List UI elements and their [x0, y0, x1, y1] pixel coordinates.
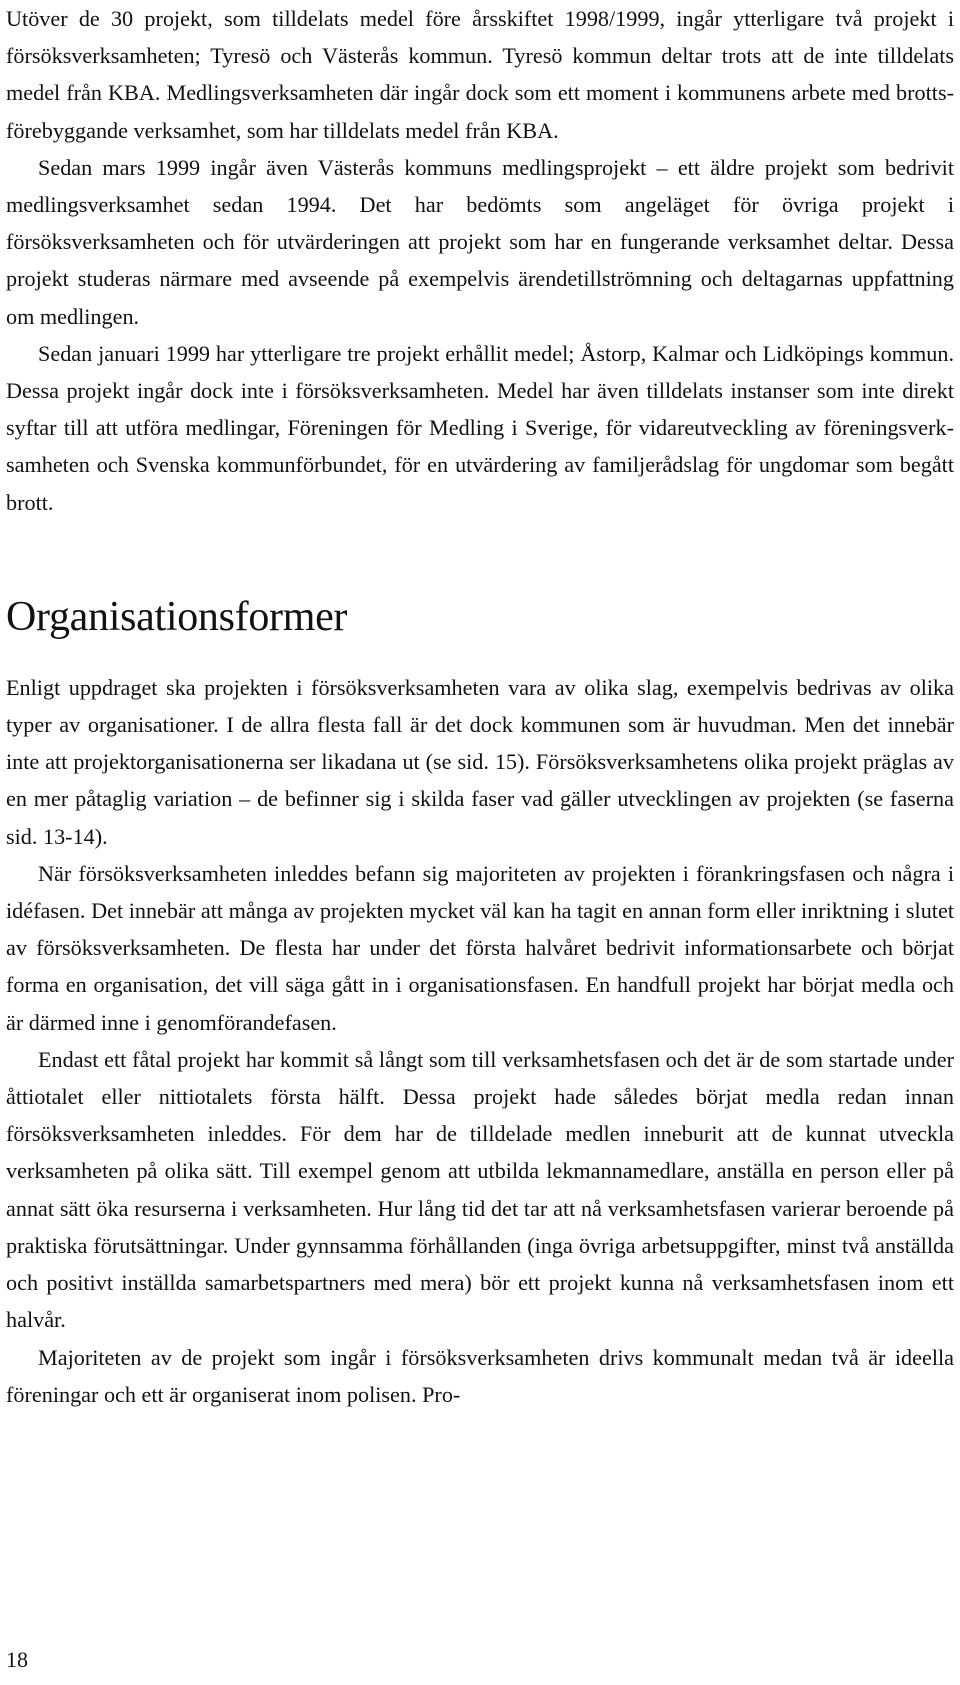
page-number: 18 — [6, 1647, 28, 1672]
paragraph-organisation-types: Majoriteten av de projekt som ingår i försöksverksamheten drivs kommunalt medan två är ideella föreningar och ett är organiserat inom polisen. Pro- — [6, 1344, 954, 1407]
section-heading: Organisationsformer — [6, 593, 348, 640]
paragraph-established-projects: Endast ett fåtal projekt har kommit så långt som till verksamhetsfasen och det är de som startade under åttiotalet eller nittiotalets första hälft. Dessa projekt hade således börjat medla redan innan försöksverksamheten inleddes. För dem har de tilldelade medlen inneburit att de kunnat utveckla verksamheten på olika sätt. Till exempel genom att utbilda lekmannamedlare, anställa en person eller på annat sätt öka resurserna i verksamheten. Hur lång tid det tar att nå verksamhetsfasen varierar beroende på praktiska förutsättningar. Under gynnsamma förhållanden (inga övriga arbetsuppgifter, minst två anställda och positivt inställda samarbetspartners med mera) bör ett projekt kunna nå verksamhetsfasen inom ett halvår. — [6, 1046, 954, 1333]
paragraph-phases: När försöksverksamheten inleddes befann sig majoriteten av projekten i förankringsfasen och några i idéfasen. Det innebär att många av projekten mycket väl kan ha tagit en annan form eller inriktning i slutet av försöksverksamheten. De flesta har under det första halvåret bedrivit informationsarbete och börjat forma en organisation, det vill säga gått in i organisationsfasen. En handfull projekt har börjat medla och är därmed inne i genomförandefasen. — [6, 860, 954, 1035]
document-page — [6, 0, 954, 1413]
paragraph-projects-outside: Utöver de 30 projekt, som tilldelats medel före årsskiftet 1998/1999, ingår ytterligare två projekt i försöksverksamheten; Tyresö och Västerås kommun. Tyresö kommun deltar trots att de inte tilldelats medel från KBA. Medlingsverksamheten där ingår dock som ett moment i kommunens arbete med brottsförebyggande verksamhet, som har tilldelats medel från KBA. — [6, 6, 954, 143]
paragraph-other-funding: Sedan januari 1999 har ytterligare tre projekt erhållit medel; Åstorp, Kalmar och Lidköpings kommun. Dessa projekt ingår dock inte i försöksverksamheten. Medel har även tilldelats instanser som inte direkt syftar till att utföra medlingar, Föreningen för Medling i Sverige, för vidareutveckling av föreningsverksamheten och Svenska kommunförbundet, för en utvärdering av familjerådslag för ungdomar som begått brott. — [6, 340, 954, 515]
section-text-block — [6, 669, 954, 1413]
paragraph-vasteras: Sedan mars 1999 ingår även Västerås kommuns medlingsprojekt – ett äldre projekt som bedrivit medlingsverksamhet sedan 1994. Det har bedömts som angeläget för övriga projekt i försöksverksamheten och för utvärderingen att projekt som har en fungerande verksamhet deltar. Dessa projekt studeras närmare med avseende på exempelvis ärendetillströmning och deltagarnas uppfattning om medlingen. — [6, 154, 954, 329]
paragraph-assignment: Enligt uppdraget ska projekten i försöksverksamheten vara av olika slag, exempelvis bedrivas av olika typer av organisationer. I de allra flesta fall är det dock kommunen som är huvudman. Men det innebär inte att projektorganisationerna ser likadana ut (se sid. 15). Försöksverksamhetens olika projekt präglas av en mer påtaglig variation – de befinner sig i skilda faser vad gäller utvecklingen av projekten (se faserna sid. 13-14). — [6, 674, 954, 849]
intro-text-block — [6, 0, 954, 521]
